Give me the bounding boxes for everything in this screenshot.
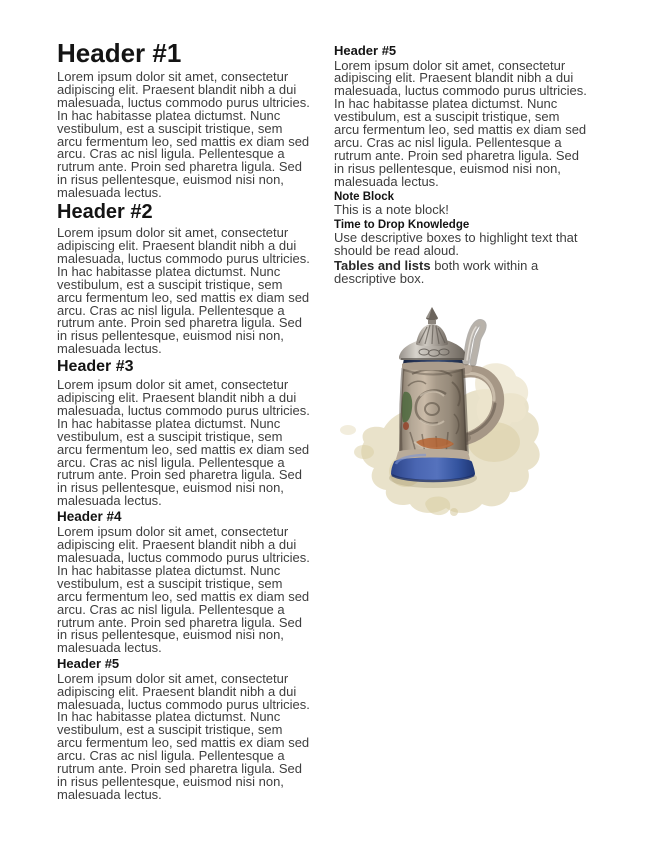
note-block-title: Note Block xyxy=(334,190,395,203)
section-header-3 xyxy=(57,358,311,508)
lorem-paragraph: Lorem ipsum dolor sit amet, consectetur adipiscing elit. Praesent blandit nibh a dui malesuada, luctus commodo purus ultricies. In hac habitasse platea dictumst. Nunc vestibulum, est a suscipit tristique, sem arcu fermentum leo, sed mattis ex diam sed arcu. Cras ac nisl ligula. Pellentesque a rutrum ante. Proin sed pharetra ligula. Sed in risus pellentesque, euismod nisi non, malesuada lectus. xyxy=(334,57,587,189)
tables-note xyxy=(334,260,587,286)
heading-5: Header #5 xyxy=(57,656,120,672)
lorem-paragraph: Lorem ipsum dolor sit amet, consectetur adipiscing elit. Praesent blandit nibh a dui malesuada, luctus commodo purus ultricies. In hac habitasse platea dictumst. Nunc vestibulum, est a suscipit tristique, sem arcu fermentum leo, sed mattis ex diam sed arcu. Cras ac nisl ligula. Pellentesque a rutrum ante. Proin sed pharetra ligula. Sed in risus pellentesque, euismod nisi non, malesuada lectus. xyxy=(57,69,310,201)
beer-stein-figure xyxy=(334,302,587,520)
knowledge-block-text: Use descriptive boxes to highlight text that should be read aloud. xyxy=(334,230,578,259)
heading-4: Header #4 xyxy=(57,509,122,525)
right-column xyxy=(334,42,587,520)
wash-left-speck-2 xyxy=(340,425,356,435)
note-block xyxy=(334,191,587,217)
section-header-5-left xyxy=(57,657,311,802)
heading-5: Header #5 xyxy=(334,43,397,58)
section-header-1 xyxy=(57,40,311,200)
stein-base xyxy=(391,449,475,481)
stein-red-accent xyxy=(403,422,409,430)
tables-note-bold: Tables and lists xyxy=(334,258,431,274)
stein-lid xyxy=(399,307,483,363)
lid-finial xyxy=(426,307,438,324)
lorem-paragraph: Lorem ipsum dolor sit amet, consectetur adipiscing elit. Praesent blandit nibh a dui malesuada, luctus commodo purus ultricies. In hac habitasse platea dictumst. Nunc vestibulum, est a suscipit tristique, sem arcu fermentum leo, sed mattis ex diam sed arcu. Cras ac nisl ligula. Pellentesque a rutrum ante. Proin sed pharetra ligula. Sed in risus pellentesque, euismod nisi non, malesuada lectus. xyxy=(57,670,310,802)
beer-stein-illustration xyxy=(334,302,587,520)
section-header-2 xyxy=(57,202,311,356)
section-header-5-right xyxy=(334,44,587,189)
wash-dot xyxy=(450,508,458,516)
lorem-paragraph: Lorem ipsum dolor sit amet, consectetur adipiscing elit. Praesent blandit nibh a dui malesuada, luctus commodo purus ultricies. In hac habitasse platea dictumst. Nunc vestibulum, est a suscipit tristique, sem arcu fermentum leo, sed mattis ex diam sed arcu. Cras ac nisl ligula. Pellentesque a rutrum ante. Proin sed pharetra ligula. Sed in risus pellentesque, euismod nisi non, malesuada lectus. xyxy=(57,377,310,509)
wash-left-speck xyxy=(354,445,374,459)
heading-2: Header #2 xyxy=(57,201,153,224)
knowledge-block-title: Time to Drop Knowledge xyxy=(334,218,470,231)
lid-thumb-lever xyxy=(466,323,483,363)
heading-3: Header #3 xyxy=(57,358,134,376)
section-header-4 xyxy=(57,510,311,655)
lorem-paragraph: Lorem ipsum dolor sit amet, consectetur adipiscing elit. Praesent blandit nibh a dui malesuada, luctus commodo purus ultricies. In hac habitasse platea dictumst. Nunc vestibulum, est a suscipit tristique, sem arcu fermentum leo, sed mattis ex diam sed arcu. Cras ac nisl ligula. Pellentesque a rutrum ante. Proin sed pharetra ligula. Sed in risus pellentesque, euismod nisi non, malesuada lectus. xyxy=(57,524,310,656)
note-block-text: This is a note block! xyxy=(334,202,449,218)
heading-1: Header #1 xyxy=(57,38,182,68)
left-column xyxy=(57,40,311,804)
knowledge-block xyxy=(334,219,587,286)
tables-note-rest: both work within a descriptive box. xyxy=(334,258,539,287)
lorem-paragraph: Lorem ipsum dolor sit amet, consectetur adipiscing elit. Praesent blandit nibh a dui malesuada, luctus commodo purus ultricies. In hac habitasse platea dictumst. Nunc vestibulum, est a suscipit tristique, sem arcu fermentum leo, sed mattis ex diam sed arcu. Cras ac nisl ligula. Pellentesque a rutrum ante. Proin sed pharetra ligula. Sed in risus pellentesque, euismod nisi non, malesuada lectus. xyxy=(57,225,310,357)
